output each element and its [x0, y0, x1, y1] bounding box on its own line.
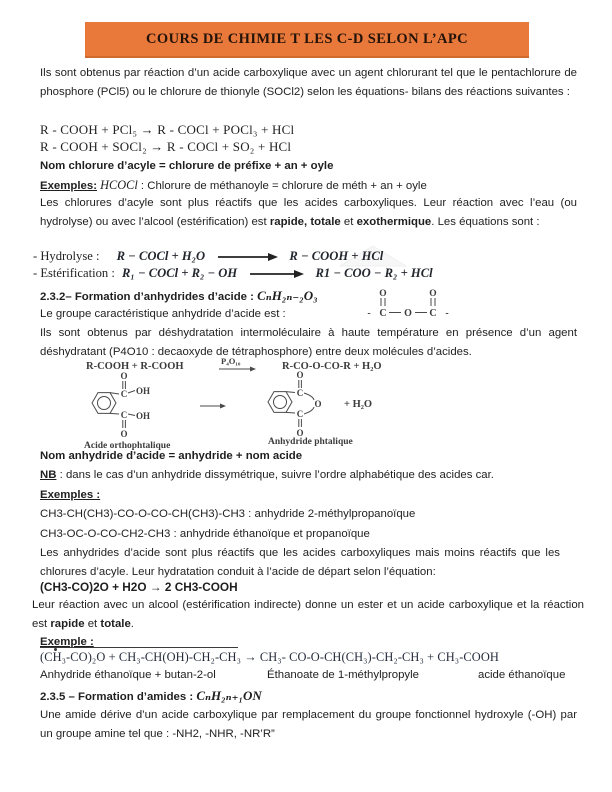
- alcohol-mid: et: [84, 618, 101, 631]
- bond-dash: -: [445, 308, 449, 319]
- scheme-products: R-CO-O-CO-R + H₂O: [282, 361, 382, 372]
- examples-label: Exemples:: [40, 180, 97, 192]
- anhydride-formation-paragraph: Ils sont obtenus par déshydratation intermoléculaire à haute température en présence d’un agent déshydratant (P4O10 : decaoxyde de tétraphosphore) entre deux molécules d’acides.: [40, 327, 577, 359]
- atom-o: O: [404, 308, 412, 319]
- reaction-arrow-icon: [248, 269, 304, 279]
- acyl-chloride-reactivity-paragraph: [40, 194, 577, 233]
- alcohol-reaction-paragraph: [32, 596, 584, 635]
- example-label: Exemple :: [40, 636, 94, 648]
- reactivity-text: Les chlorures d’acyle sont plus réactifs que les acides carboxyliques. Leur réaction avec l’eau (ou hydrolyse) ou avec l’alcool (estérification) est: [40, 197, 577, 229]
- plus-water: + H₂O: [344, 399, 373, 410]
- alcohol-text: Leur réaction avec un alcool (estérification indirecte) donne un ester et un acide carboxylique et la réaction est: [32, 599, 584, 631]
- atom-c: C: [120, 389, 128, 399]
- group-characteristic-text: Le groupe caractéristique anhydride d’acide est :: [40, 308, 286, 320]
- bold-exothermique: exothermique: [356, 216, 432, 229]
- ester-name-ester: Éthanoate de 1-méthylpropyle: [267, 669, 419, 681]
- anhydride-group-structure: [357, 285, 453, 321]
- left-structure-label: Acide orthophtalique: [84, 441, 171, 450]
- heading-text: 2.3.2– Formation d’anhydrides d’acide :: [40, 291, 258, 303]
- example-b-formula: CH3-OC-O-CO-CH2-CH3: [40, 528, 171, 540]
- examples-label: Exemples :: [40, 489, 101, 501]
- esterification-label: - Estérification :: [33, 266, 115, 280]
- atom-oh: OH: [135, 411, 151, 421]
- equation-socl2: R - COOH + SOCl₂ → R - COCl + SO₂ + HCl: [40, 139, 292, 154]
- scheme-arrow-icon: [250, 367, 256, 372]
- hydrolysis-rhs: R − COOH + HCl: [289, 249, 384, 263]
- scheme-arrow-icon: [220, 404, 226, 409]
- atom-c: C: [429, 308, 437, 319]
- anhydride-example-a: [40, 505, 415, 524]
- atom-oh: OH: [135, 386, 151, 396]
- atom-o: O: [379, 289, 387, 299]
- heading-text: 2.3.5 – Formation d’amides :: [40, 691, 197, 703]
- ester-name-acid: acide éthanoïque: [478, 669, 566, 681]
- bold-rapide: rapide: [50, 618, 85, 631]
- reactivity-mid: et: [340, 216, 357, 229]
- heading-formula: CₙH₂ₙ₊₁ON: [196, 688, 262, 703]
- esterification-indirect-equation: (CH₃-CO)₂O + CH₃-CH(OH)-CH₂-CH₃ → CH₃- CO-O-CH(CH₃)-CH₂-CH₃ + CH₃-COOH: [40, 650, 499, 664]
- phthalic-anhydride-scheme: [72, 356, 417, 450]
- atom-c: C: [120, 410, 128, 420]
- anhydride-reactivity-paragraph: Les anhydrides d’acide sont plus réactifs que les acides carboxyliques mais moins réactifs que les chlorures d’acyle. Leur hydratation conduit à l’acide de départ selon l’équation:: [40, 547, 560, 579]
- scheme-reactants: R-COOH + R-COOH: [86, 361, 184, 372]
- esterification-equation: [33, 266, 433, 281]
- atom-o: O: [296, 428, 304, 438]
- atom-o: O: [296, 370, 304, 380]
- hydrolysis-lhs: R − COCl + H₂O: [116, 249, 206, 263]
- nb-text: : dans le cas d’un anhydride dissymétrique, suivre l’ordre alphabétique des acides car.: [56, 469, 494, 481]
- example-formula: HCOCl: [100, 178, 138, 192]
- atom-o: O: [120, 371, 128, 381]
- equation-pcl5: R - COOH + PCl₅ → R - COCl + POCl₃ + HCl: [40, 122, 295, 137]
- nb-note: [40, 466, 577, 485]
- bond-dash: -: [367, 308, 371, 319]
- divider-line: [40, 647, 238, 648]
- ester-name-anhydride: Anhydride éthanoïque + butan-2-ol: [40, 669, 216, 681]
- reactivity-tail: . Les équations sont :: [431, 216, 540, 229]
- hydrolysis-label: - Hydrolyse :: [33, 249, 100, 263]
- alcohol-tail: .: [130, 618, 134, 631]
- atom-o: O: [314, 399, 322, 409]
- bold-totale: totale: [100, 618, 131, 631]
- atom-o: O: [429, 289, 437, 299]
- esterification-lhs: R₁ − COCl + R₂ − OH: [122, 266, 238, 280]
- amide-paragraph: Une amide dérive d’un acide carboxylique par remplacement du groupe fonctionnel hydroxyle (-OH) par un groupe amine tel que : -NH2, -NHR, -NR’R”: [40, 709, 577, 741]
- atom-c: C: [296, 388, 304, 398]
- atom-c: C: [296, 409, 304, 419]
- acyl-chloride-naming-rule: Nom chlorure d’acyle = chlorure de préfixe + an + oyle: [40, 160, 334, 172]
- example-b-name: : anhydride éthanoïque et propanoïque: [170, 528, 370, 540]
- example-text: : Chlorure de méthanoyle = chlorure de méth + an + oyle: [137, 180, 427, 192]
- example-a-formula: CH3-CH(CH3)-CO-O-CO-CH(CH3)-CH3: [40, 508, 246, 520]
- example-a-name: : anhydride 2-méthylpropanoïque: [245, 508, 416, 520]
- hydrolysis-equation: [33, 249, 383, 264]
- atom-o: O: [120, 429, 128, 439]
- page-title: COURS DE CHIMIE T LES C-D SELON L’APC: [85, 22, 529, 58]
- hydration-equation: (CH3-CO)2O + H2O → 2 CH3-COOH: [40, 580, 238, 594]
- scheme-catalyst: P₄O₁₀: [221, 356, 241, 366]
- right-structure-label: Anhydride phtalique: [268, 437, 353, 447]
- atom-c: C: [379, 308, 387, 319]
- heading-formula: CₙH₂ₙ₋₂O₃: [257, 288, 318, 303]
- reaction-arrow-icon: [216, 252, 278, 262]
- section-2-3-5-heading: [40, 686, 262, 707]
- intro-paragraph: Ils sont obtenus par réaction d’un acide carboxylique avec un agent chlorurant tel que le pentachlorure de phosphore (PCl5) ou le chlorure de thionyle (SOCl2) selon les équations- bilans des réactions suivantes :: [40, 67, 577, 99]
- bold-rapide-totale: rapide, totale: [269, 216, 341, 229]
- esterification-rhs: R1 − COO − R₂ + HCl: [315, 266, 433, 280]
- nb-label: NB: [40, 469, 57, 481]
- anhydride-naming-rule: Nom anhydride d’acide = anhydride + nom acide: [40, 450, 303, 462]
- anhydride-example-b: [40, 525, 370, 544]
